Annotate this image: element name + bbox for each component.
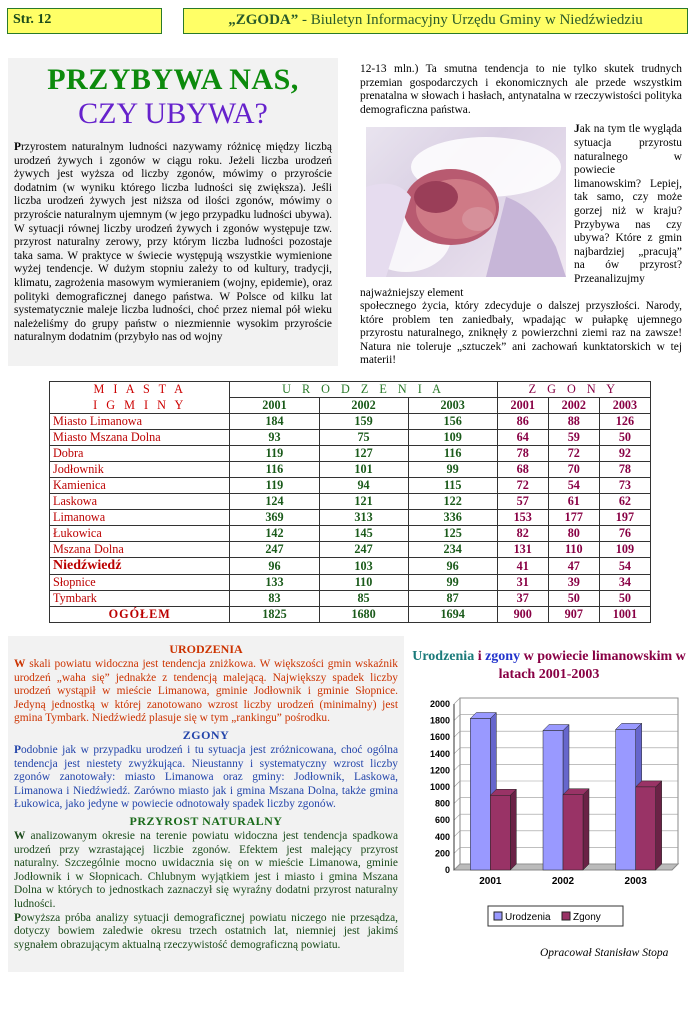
deaths-value: 41 (497, 558, 548, 575)
deaths-value: 57 (497, 494, 548, 510)
municipality-name: Tymbark (50, 591, 230, 607)
births-value: 234 (408, 542, 497, 558)
y-tick-label: 2000 (429, 699, 450, 709)
col-header-l2: I G M I N Y (50, 398, 230, 414)
births-header: U R O D Z E N I A (230, 382, 497, 398)
deaths-value: 126 (599, 414, 650, 430)
deaths-value: 31 (497, 575, 548, 591)
table-row (50, 430, 651, 446)
births-value: 1825 (230, 607, 319, 623)
municipality-name: Słopnice (50, 575, 230, 591)
deaths-bar (563, 795, 583, 870)
bar-chart (412, 694, 688, 938)
table-row (50, 575, 651, 591)
births-value: 125 (408, 526, 497, 542)
births-value: 110 (319, 575, 408, 591)
table-row (50, 446, 651, 462)
dropcap-j: J (574, 123, 580, 136)
births-value: 121 (319, 494, 408, 510)
table-row (50, 591, 651, 607)
births-value: 85 (319, 591, 408, 607)
table-row (50, 414, 651, 430)
births-value: 119 (230, 446, 319, 462)
author-credit: Opracował Stanisław Stopa (540, 947, 669, 959)
births-value: 336 (408, 510, 497, 526)
births-value: 369 (230, 510, 319, 526)
gridline (454, 698, 460, 704)
year-header: 2003 (599, 398, 650, 414)
births-bar (470, 719, 490, 870)
bulletin-subtitle: - Biuletyn Informacyjny Urzędu Gminy w Niedźwiedziu (298, 12, 643, 28)
births-value: 145 (319, 526, 408, 542)
municipality-name: Mszana Dolna (50, 542, 230, 558)
analysis-panel (8, 636, 404, 972)
section-growth-heading: PRZYROST NATURALNY (129, 813, 283, 828)
article-col2-top: 12-13 mln.) Ta smutna tendencja to nie tylko skutek trudnych przemian gospodarczych i ekonomicznych ale przede wszystkim prenatalna w słowach i hasłach, antynatalna w rzeczywistości polityka demograficzna państwa. (360, 63, 682, 116)
births-value: 101 (319, 462, 408, 478)
births-value: 122 (408, 494, 497, 510)
article-right-column (354, 58, 688, 366)
municipality-name: Niedźwiedź (50, 558, 230, 575)
births-value: 115 (408, 478, 497, 494)
dropcap: P (14, 141, 21, 153)
table-row (50, 510, 651, 526)
deaths-value: 78 (599, 462, 650, 478)
births-value: 96 (408, 558, 497, 575)
y-tick-label: 800 (434, 798, 450, 809)
year-header: 2002 (319, 398, 408, 414)
gridline (454, 764, 460, 770)
deaths-value: 109 (599, 542, 650, 558)
table-total-row (50, 607, 651, 623)
births-value: 99 (408, 575, 497, 591)
births-value: 127 (319, 446, 408, 462)
table-row (50, 478, 651, 494)
deaths-value: 78 (497, 446, 548, 462)
deaths-value: 86 (497, 414, 548, 430)
municipality-name: Miasto Mszana Dolna (50, 430, 230, 446)
article-title-line1: PRZYBYWA NAS, (47, 63, 299, 96)
births-value: 1680 (319, 607, 408, 623)
births-value: 142 (230, 526, 319, 542)
gridline (454, 748, 460, 754)
article-col2-side-text: ak na tym tle wygląda sytuacja przyrostu naturalnego w powiecie limanowskim? Lepiej, tak samo, czy może gorzej niż w kraju? Przybywa nas czy ubywa? Które z gmin najbardziej „pracują” na ów przyrost? Przeanalizujmy najważniejszy element (360, 123, 682, 299)
bulletin-title (183, 8, 688, 34)
births-value: 116 (230, 462, 319, 478)
births-value: 87 (408, 591, 497, 607)
deaths-value: 59 (548, 430, 599, 446)
section-deaths-body: odobnie jak w przypadku urodzeń i tu sytuacja jest zróżnicowana, choć ogólna tendencja jest niestety zwyżkująca. Nieustanny i systematyczny wzrost liczby zgonów zanotowały: miasto Limanowa oraz gminy: Jodłownik, Laskowa, Limanowa i Niedźwiedź. Zarówno miasto jak i gmina Mszana Dolna, także gmina Łukowica, jako jedyne w powiecie odnotowały spadek liczby zgonów. (14, 743, 398, 811)
births-value: 247 (230, 542, 319, 558)
gridline (454, 847, 460, 853)
births-value: 99 (408, 462, 497, 478)
article-col2-bottom: społecznego życia, który zdecyduje o dalszej przyszłości. Narody, które problem ten zaniedbały, wpadając w pułapkę ujemnego przyrostu naturalnego, zniknęły z powierzchni ziemi raz na zawsze! Natura nie toleruje „sztuczek” ani zachowań kunktatorskich w tej materii! (360, 300, 682, 367)
births-value: 184 (230, 414, 319, 430)
y-tick-label: 200 (434, 848, 450, 859)
table-row (50, 542, 651, 558)
deaths-value: 131 (497, 542, 548, 558)
deaths-value: 82 (497, 526, 548, 542)
year-header: 2002 (548, 398, 599, 414)
deaths-value: 37 (497, 591, 548, 607)
gridline (454, 831, 460, 837)
legend-label-deaths: Zgony (573, 912, 601, 923)
deaths-value: 47 (548, 558, 599, 575)
gridline (454, 781, 460, 787)
births-value: 75 (319, 430, 408, 446)
deaths-value: 64 (497, 430, 548, 446)
deaths-value: 88 (548, 414, 599, 430)
dropcap: P (14, 743, 21, 756)
year-header: 2003 (408, 398, 497, 414)
municipality-name: Laskowa (50, 494, 230, 510)
deaths-value: 50 (599, 591, 650, 607)
y-tick-label: 600 (434, 815, 450, 826)
births-value: 119 (230, 478, 319, 494)
chart-title-births: Urodzenia (412, 649, 475, 664)
section-births-body: skali powiatu widoczna jest tendencja zniżkowa. W większości gmin wskaźnik urodzeń „waha się” jednakże z tendencją malejącą. Największy spadek liczby urodzeń wystąpił w mieście Limanowa, gminie Jodłownik i gminie Słopnice. Jedyną jednostką w której zanotowano wzrost liczby urodzeń (minimalny) jest gmina Tymbark. Niedźwiedź plasuje się w tym „rankingu” pośrodku. (14, 658, 398, 725)
municipality-name: Kamienica (50, 478, 230, 494)
births-value: 1694 (408, 607, 497, 623)
article-intro (14, 141, 332, 345)
section-growth-text (14, 830, 398, 912)
bar-side (510, 789, 516, 870)
deaths-value: 1001 (599, 607, 650, 623)
col-header-l1: M I A S T A (50, 382, 230, 398)
bar-side (656, 781, 662, 870)
year-header: 2001 (497, 398, 548, 414)
section-deaths-text (14, 744, 398, 812)
births-value: 103 (319, 558, 408, 575)
y-tick-label: 1400 (429, 748, 450, 759)
gridline (454, 798, 460, 804)
births-bar (543, 731, 563, 870)
births-value: 133 (230, 575, 319, 591)
section-summary-body: owyższa próba analizy sytuacji demograficznej powiatu niczego nie przesądza, dotyczy bowiem zaledwie okresu trzech ostatnich lat, niemniej jest jakimś sygnałem obrazującym aktualną rzeczywistość demograficzną powiatu. (14, 911, 398, 951)
x-tick-label: 2002 (551, 876, 575, 887)
municipality-name: Łukowica (50, 526, 230, 542)
deaths-value: 61 (548, 494, 599, 510)
births-value: 116 (408, 446, 497, 462)
chart-title (410, 648, 688, 684)
baby-illustration (366, 127, 566, 277)
dropcap: W (14, 829, 26, 842)
y-tick-label: 400 (434, 831, 450, 842)
births-value: 94 (319, 478, 408, 494)
table-header-row-2 (50, 398, 651, 414)
y-tick-label: 0 (444, 865, 450, 875)
deaths-value: 72 (497, 478, 548, 494)
article-title-line2: CZY UBYWA? (78, 97, 268, 130)
births-value: 93 (230, 430, 319, 446)
gridline (454, 731, 460, 737)
table-row (50, 462, 651, 478)
legend-label-births: Urodzenia (505, 912, 551, 923)
legend-swatch-births (494, 912, 502, 920)
deaths-bar (490, 795, 510, 870)
table-body (50, 414, 651, 623)
births-value: 83 (230, 591, 319, 607)
x-tick-label: 2003 (624, 876, 647, 887)
dropcap: P (14, 911, 21, 924)
table-row (50, 558, 651, 575)
births-value: 109 (408, 430, 497, 446)
municipality-name: Miasto Limanowa (50, 414, 230, 430)
deaths-value: 907 (548, 607, 599, 623)
municipality-name: Dobra (50, 446, 230, 462)
deaths-value: 92 (599, 446, 650, 462)
births-value: 156 (408, 414, 497, 430)
deaths-value: 80 (548, 526, 599, 542)
section-deaths-heading: ZGONY (182, 727, 230, 742)
deaths-value: 62 (599, 494, 650, 510)
deaths-value: 54 (599, 558, 650, 575)
births-bar (616, 729, 636, 870)
gridline (454, 715, 460, 721)
births-value: 313 (319, 510, 408, 526)
gridline (454, 814, 460, 820)
y-tick-label: 1600 (429, 732, 450, 743)
dropcap: W (14, 658, 26, 670)
y-tick-label: 1800 (429, 715, 450, 726)
deaths-bar (636, 787, 656, 870)
births-value: 159 (319, 414, 408, 430)
table-row (50, 494, 651, 510)
newborn-photo (366, 127, 566, 277)
table-header-row-1 (50, 382, 651, 398)
article-col1-text: rzyrostem naturalnym ludności nazywamy różnicę między liczbą urodzeń żywych i zgonów w ciągu roku. Jeżeli liczba urodzeń żywych jest wyższa od liczby zgonów, mówimy o przyroście dodatnim (w wyniku którego liczba ludności się zwiększa). Jeśli liczba urodzeń żywych jest niższa od ilości zgonów, mówimy o przyroście naturalnym ujemnym (w jego przypadku ludności ubywa). W sytuacji równej liczby urodzeń żywych i zgonów występuje tzw. przyrost naturalny zerowy, przy którym liczba ludności pozostaje taka sama. W praktyce w świecie występują wszystkie wymienione wyżej tendencje. W dużym stopniu zależy to od kultury, tradycji, klimatu, zagrożenia masowym wymieraniem (wojny, epidemie), oraz polityki demograficznej danego państwa. W Polsce od kilku lat systematycznie maleje liczba ludności, choć przez niemal pół wieku należeliśmy do grupy państw o niezmiennie wysokim przyroście naturalnym dodatnim (przybyło nas od wojny (14, 141, 332, 344)
bulletin-name: „ZGODA” (228, 12, 299, 28)
y-tick-label: 1000 (429, 782, 450, 792)
deaths-value: 76 (599, 526, 650, 542)
deaths-value: 153 (497, 510, 548, 526)
births-deaths-table (49, 381, 651, 623)
deaths-value: 54 (548, 478, 599, 494)
deaths-value: 34 (599, 575, 650, 591)
municipality-name: Jodłownik (50, 462, 230, 478)
chart-title-deaths: zgony (485, 649, 521, 664)
births-value: 124 (230, 494, 319, 510)
deaths-value: 110 (548, 542, 599, 558)
page-number: Str. 12 (7, 8, 162, 34)
section-growth-body: analizowanym okresie na terenie powiatu widoczna jest tendencja spadkowa urodzeń przy wzrastającej liczbie zgonów. Efektem jest malejący przyrost naturalny. Szczególnie mocno uwidacznia się on w mieście Limanowa, gminie Jodłownik i w Słopnicach. Chlubnym wyjątkiem jest i miasto i gmina Mszana Dolna w których to jednostkach zaznaczył się wyraźny dodatni przyrost naturalny ludności. (14, 829, 398, 910)
deaths-value: 50 (548, 591, 599, 607)
deaths-value: 73 (599, 478, 650, 494)
deaths-value: 70 (548, 462, 599, 478)
y-tick-label: 1200 (429, 765, 450, 776)
deaths-value: 50 (599, 430, 650, 446)
deaths-value: 68 (497, 462, 548, 478)
bar-side (583, 789, 589, 870)
births-value: 96 (230, 558, 319, 575)
article-left-column (8, 58, 338, 366)
deaths-value: 72 (548, 446, 599, 462)
section-summary-text (14, 912, 398, 953)
year-header: 2001 (230, 398, 319, 414)
section-births-text (14, 658, 398, 726)
x-tick-label: 2001 (479, 876, 502, 887)
chart-title-and: i (474, 649, 486, 664)
deaths-header: Z G O N Y (497, 382, 650, 398)
deaths-value: 900 (497, 607, 548, 623)
deaths-value: 197 (599, 510, 650, 526)
table-row (50, 526, 651, 542)
births-value: 247 (319, 542, 408, 558)
deaths-value: 177 (548, 510, 599, 526)
municipality-name: Limanowa (50, 510, 230, 526)
total-label: OGÓŁEM (50, 607, 230, 623)
deaths-value: 39 (548, 575, 599, 591)
chart-title-rest: w powiecie limanowskim w latach 2001-2003 (498, 649, 686, 682)
legend-swatch-deaths (562, 912, 570, 920)
section-births-heading: URODZENIA (169, 642, 243, 656)
